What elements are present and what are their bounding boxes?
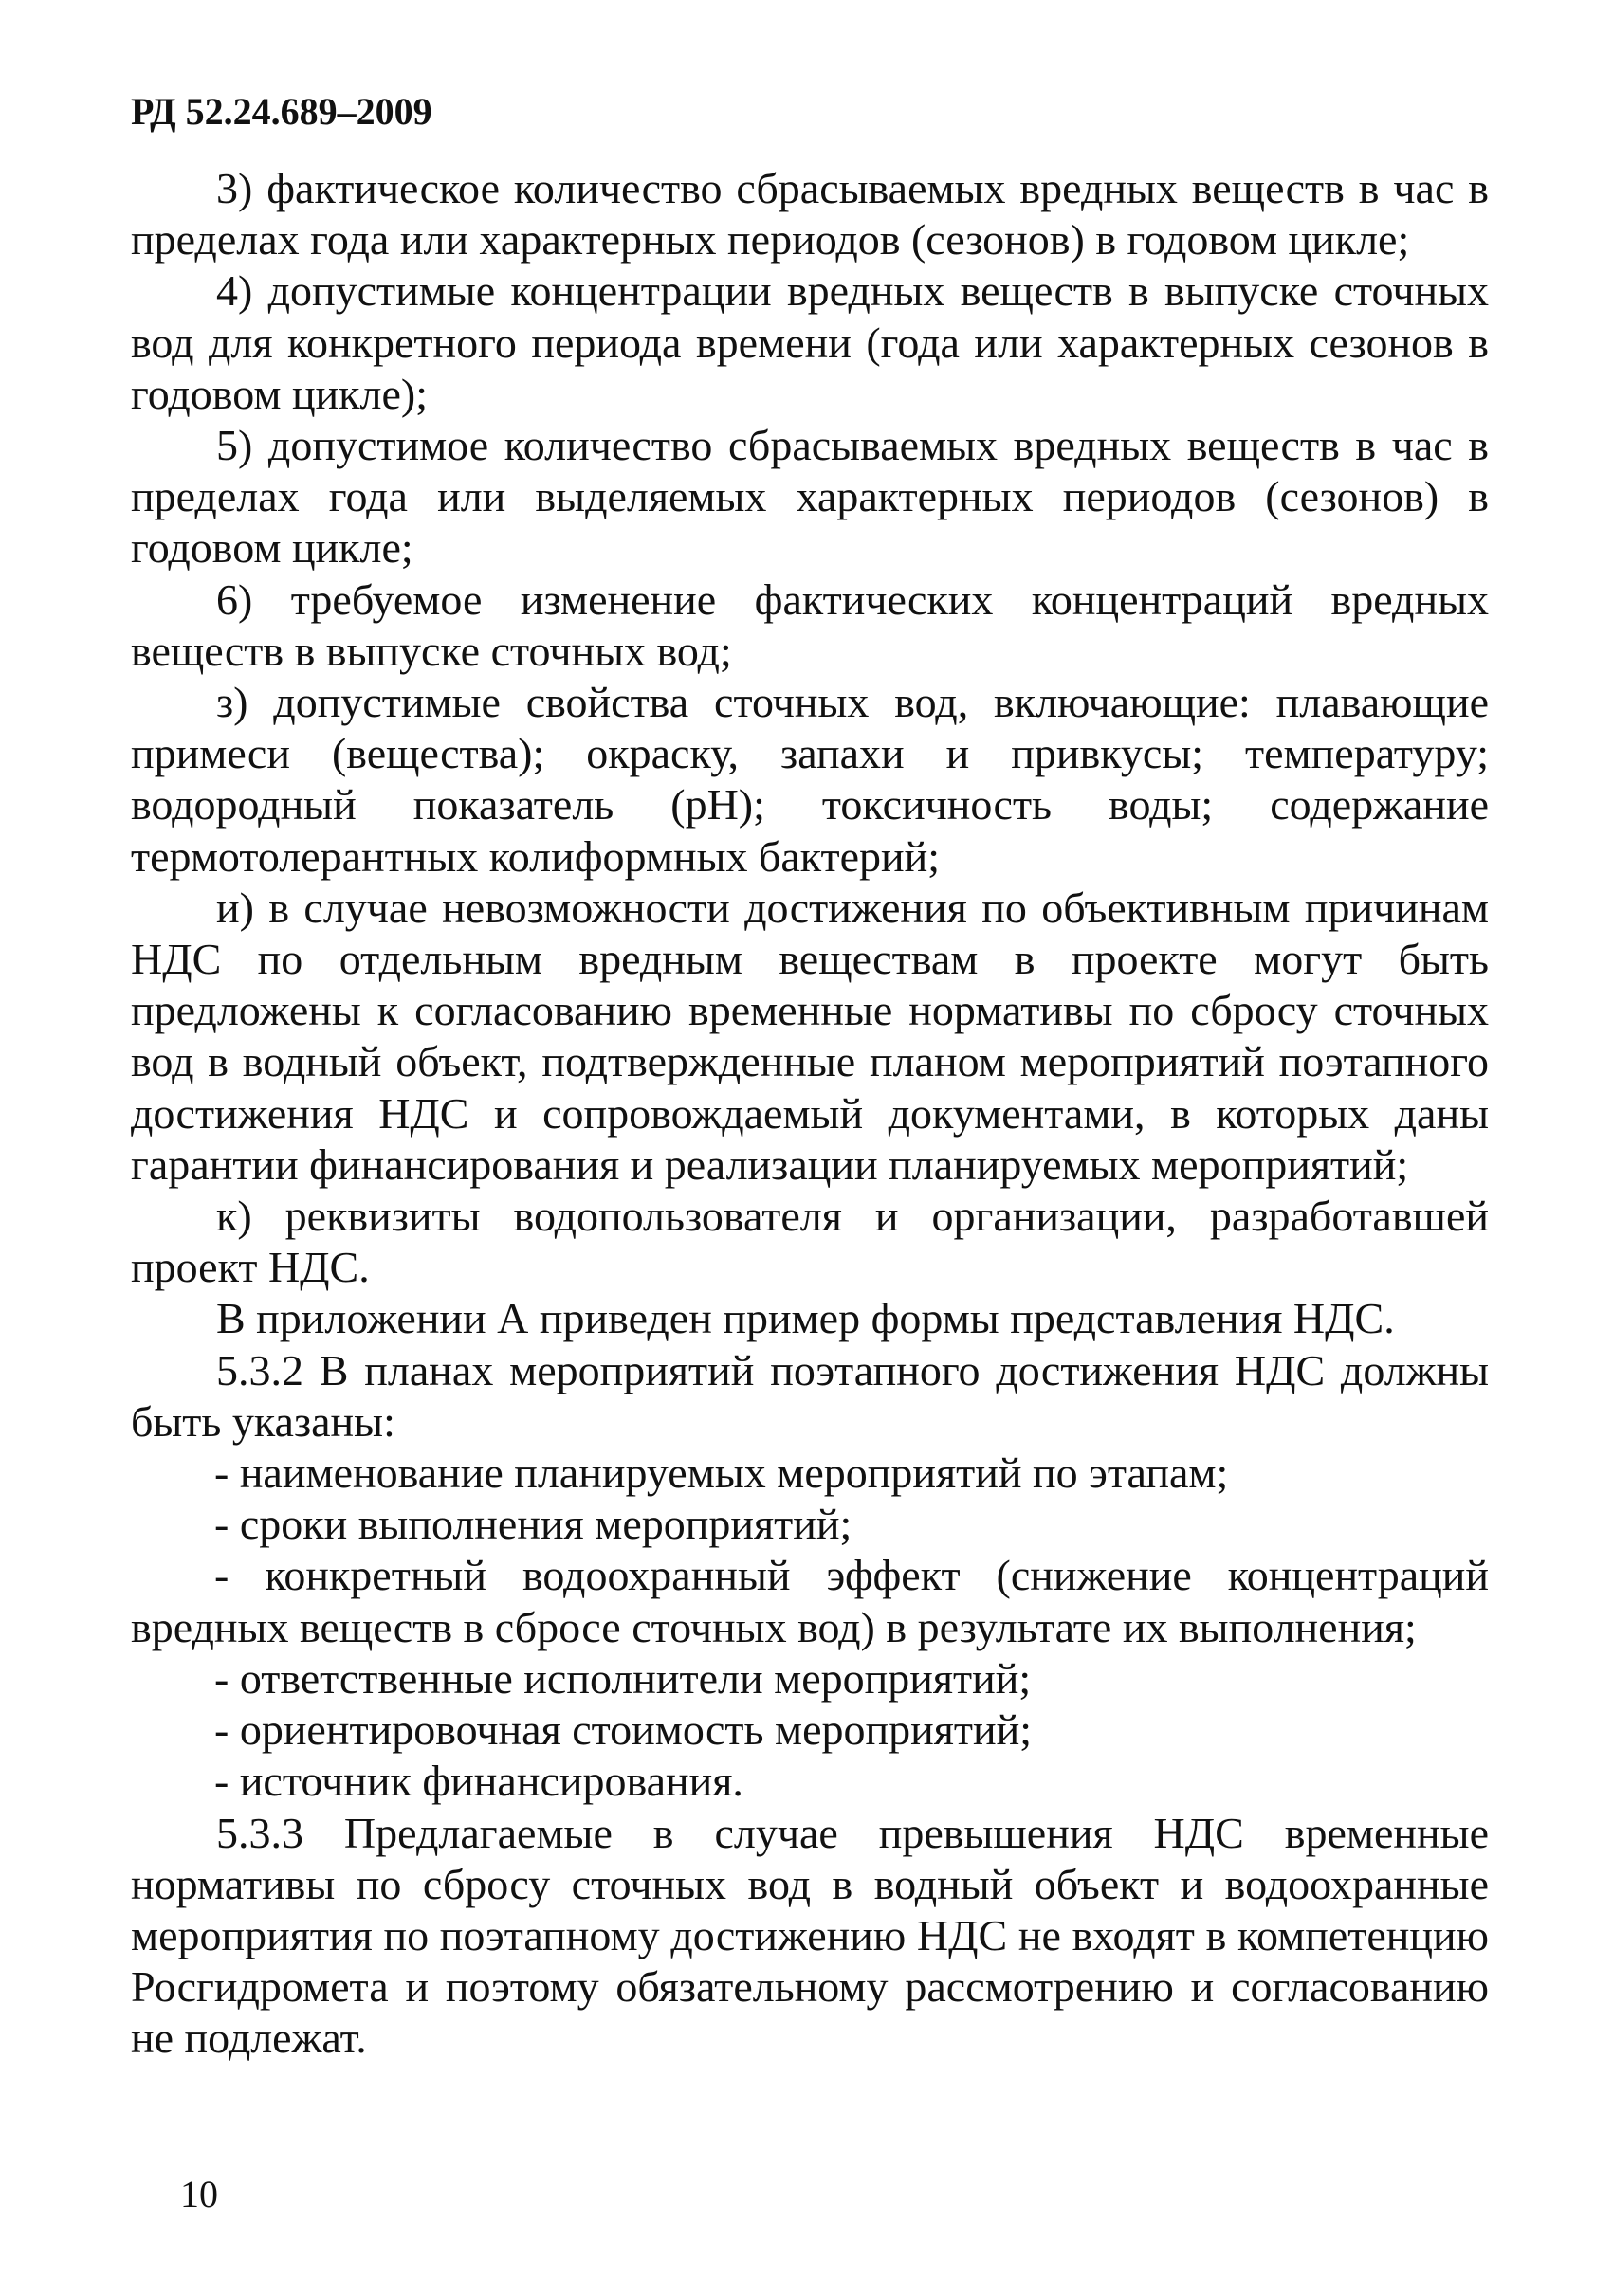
paragraph-item-z: з) допустимые свойства сточных вод, включающие: плавающие примеси (вещества); окраску, запахи и привкусы; температуру; водородный показатель (pH); токсичность воды; содержание термотолерантных колиформных бактерий; bbox=[131, 678, 1489, 881]
document-code-header: РД 52.24.689–2009 bbox=[131, 90, 432, 133]
body-text bbox=[131, 163, 1489, 2065]
paragraph-item-6: 6) требуемое изменение фактических концентраций вредных веществ в выпуске сточных вод; bbox=[131, 574, 1489, 675]
list-item: - сроки выполнения мероприятий; bbox=[214, 1500, 852, 1549]
list-item: - ответственные исполнители мероприятий; bbox=[214, 1653, 1032, 1703]
paragraph-5-3-2: 5.3.2 В планах мероприятий поэтапного достижения НДС должны быть указаны: bbox=[131, 1345, 1489, 1446]
list-item: - наименование планируемых мероприятий по этапам; bbox=[214, 1449, 1229, 1498]
list-item: - источник финансирования. bbox=[214, 1757, 743, 1806]
paragraph-item-4: 4) допустимые концентрации вредных веществ в выпуске сточных вод для конкретного периода времени (года или характерных сезонов в годовом цикле); bbox=[131, 266, 1489, 418]
paragraph-appendix-note: В приложении А приведен пример формы представления НДС. bbox=[216, 1294, 1395, 1343]
list-item: - ориентировочная стоимость мероприятий; bbox=[214, 1705, 1033, 1755]
paragraph-item-i: и) в случае невозможности достижения по объективным причинам НДС по отдельным вредным веществам в проекте могут быть предложены к согласованию временные нормативы по сбросу сточных вод в водный объект, подтвержденные планом мероприятий поэтапного достижения НДС и сопровождаемый документами, в которых даны гарантии финансирования и реализации планируемых мероприятий; bbox=[131, 883, 1489, 1189]
page-number: 10 bbox=[180, 2173, 218, 2215]
paragraph-item-3: 3) фактическое количество сбрасываемых вредных веществ в час в пределах года или характерных периодов (сезонов) в годовом цикле; bbox=[131, 164, 1489, 264]
paragraph-item-5: 5) допустимое количество сбрасываемых вредных веществ в час в пределах года или выделяемых характерных периодов (сезонов) в годовом цикле; bbox=[131, 421, 1489, 573]
list-item: - конкретный водоохранный эффект (снижение концентраций вредных веществ в сбросе сточных вод) в результате их выполнения; bbox=[131, 1551, 1489, 1651]
paragraph-item-k: к) реквизиты водопользователя и организации, разработавшей проект НДС. bbox=[131, 1192, 1489, 1292]
paragraph-5-3-3: 5.3.3 Предлагаемые в случае превышения НДС временные нормативы по сбросу сточных вод в водный объект и водоохранные мероприятия по поэтапному достижению НДС не входят в компетенцию Росгидромета и поэтому обязательному рассмотрению и согласованию не подлежат. bbox=[131, 1808, 1489, 2063]
